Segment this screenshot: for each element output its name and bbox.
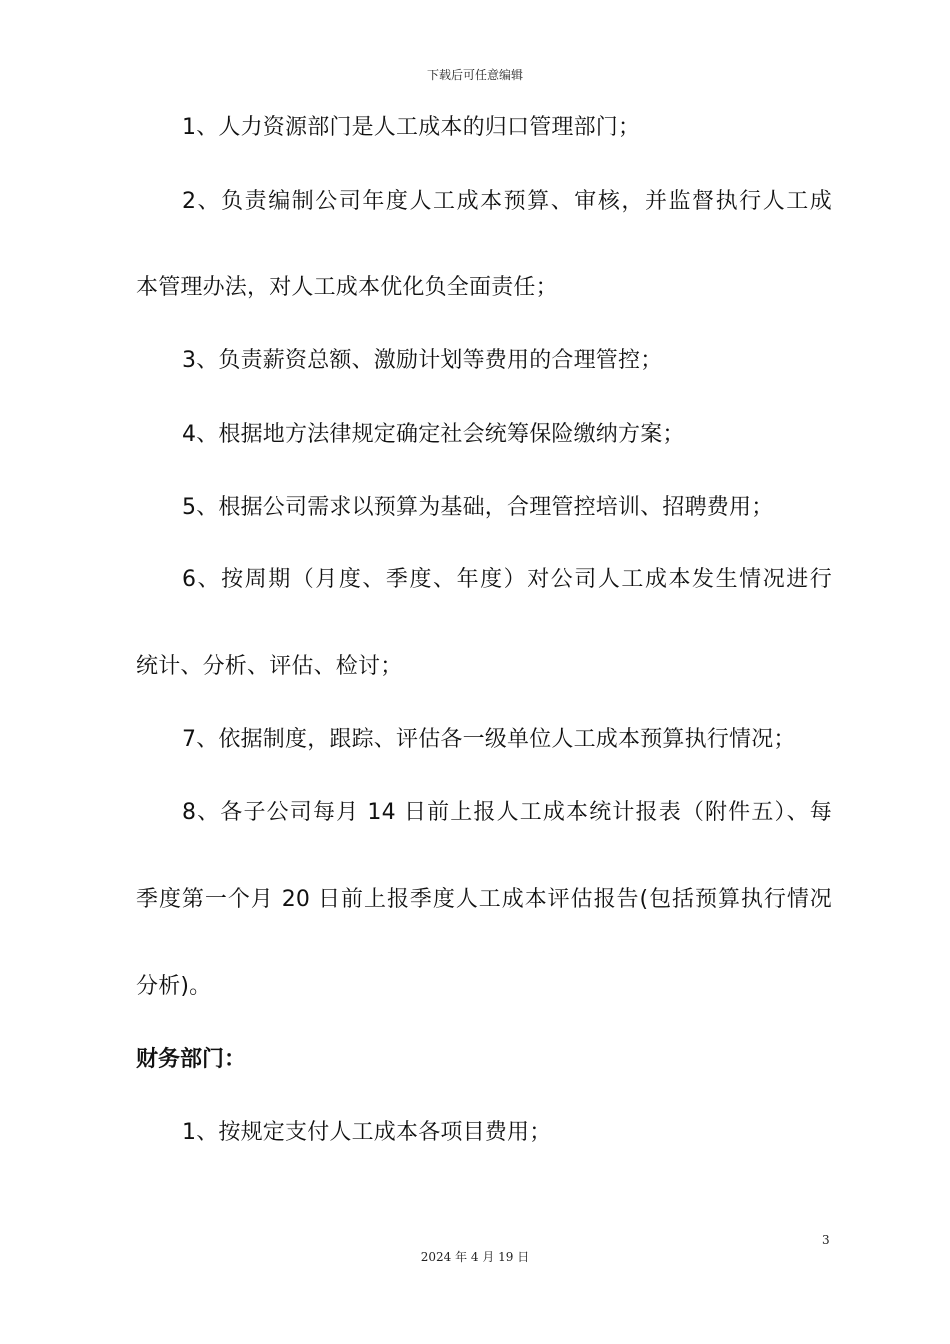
paragraph-line-12: 分析)。 bbox=[136, 974, 212, 999]
paragraph-line-6: 5、根据公司需求以预算为基础，合理管控培训、招聘费用； bbox=[182, 495, 774, 520]
paragraph-line-7: 6、按周期（月度、季度、年度）对公司人工成本发生情况进行 bbox=[182, 567, 832, 592]
finance-line-1: 1、按规定支付人工成本各项目费用； bbox=[182, 1120, 552, 1145]
page-number: 3 bbox=[822, 1233, 830, 1247]
paragraph-line-11: 季度第一个月 20 日前上报季度人工成本评估报告(包括预算执行情况 bbox=[136, 887, 832, 912]
paragraph-line-1: 1、人力资源部门是人工成本的归口管理部门； bbox=[182, 115, 641, 140]
paragraph-line-5: 4、根据地方法律规定确定社会统筹保险缴纳方案； bbox=[182, 422, 685, 447]
paragraph-line-4: 3、负责薪资总额、激励计划等费用的合理管控； bbox=[182, 348, 663, 373]
paragraph-line-2: 2、负责编制公司年度人工成本预算、审核，并监督执行人工成 bbox=[182, 189, 832, 214]
finance-section-heading: 财务部门： bbox=[136, 1047, 247, 1072]
footer-date: 2024 年 4 月 19 日 bbox=[420, 1250, 530, 1264]
header-note: 下载后可任意编辑 bbox=[426, 68, 523, 82]
paragraph-line-9: 7、依据制度，跟踪、评估各一级单位人工成本预算执行情况； bbox=[182, 727, 796, 752]
paragraph-line-8: 统计、分析、评估、检讨； bbox=[136, 654, 403, 679]
paragraph-line-10: 8、各子公司每月 14 日前上报人工成本统计报表（附件五）、每 bbox=[182, 800, 832, 825]
paragraph-line-3: 本管理办法，对人工成本优化负全面责任； bbox=[136, 275, 558, 300]
